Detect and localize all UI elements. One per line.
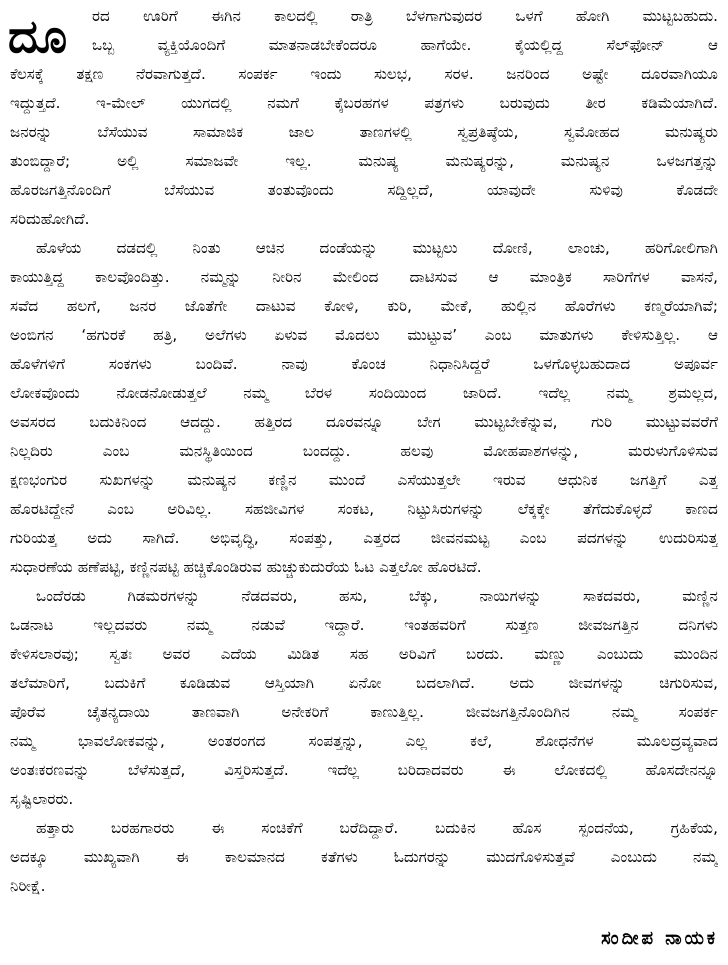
paragraph-line: ಅಂತಃಕರಣವನ್ನು ಬೆಳೆಸುತ್ತದೆ, ವಿಸ್ತರಿಸುತ್ತದೆ. ಇದೆಲ್ಲ ಬರಿದಾದವರು ಈ ಲೋಕದಲ್ಲಿ ಹೊಸದೇನನ್ನೂ xyxy=(10,761,718,779)
paragraph-line: ಅದಕ್ಕೂ ಮುಖ್ಯವಾಗಿ ಈ ಕಾಲಮಾನದ ಕತೆಗಳು ಓದುಗರನ್ನು ಮುದಗೊಳಿಸುತ್ತವೆ ಎಂಬುದು ನಮ್ಮ xyxy=(10,848,718,866)
paragraph-line: ಹೊಳೆಗಳಿಗೆ ಸಂಕಗಳು ಬಂದಿವೆ. ನಾವು ಕೊಂಚ ನಿಧಾನಿಸಿದ್ದರೆ ಒಳಗೊಳ್ಳಬಹುದಾದ ಅಪೂರ್ವ xyxy=(10,355,718,373)
paragraph-line: ಹತ್ತಾರು ಬರಹಗಾರರು ಈ ಸಂಚಿಕೆಗೆ ಬರೆದಿದ್ದಾರೆ. ಬದುಕಿನ ಹೊಸ ಸ್ಪಂದನೆಯ, ಗ್ರಹಿಕೆಯ, xyxy=(36,819,718,837)
paragraph-line: ಕಾಯುತ್ತಿದ್ದ ಕಾಲವೊಂದಿತ್ತು. ನಮ್ಮನ್ನು ನೀರಿನ ಮೇಲಿಂದ ದಾಟಿಸುವ ಆ ಮಾಂತ್ರಿಕ ಸಾರಿಗೆಗಳ ವಾಸನೆ, xyxy=(10,268,718,286)
paragraph-line: ನಿರೀಕ್ಷೆ. xyxy=(10,877,46,895)
paragraph-line: ಹೊರಜಗತ್ತಿನೊಂದಿಗೆ ಬೆಸೆಯುವ ತಂತುವೊಂದು ಸದ್ದಿಲ್ಲದೆ, ಯಾವುದೇ ಸುಳಿವು ಕೊಡದೇ xyxy=(10,181,718,199)
paragraph-line: ಅಂಬಿಗನ ‘ಹಗುರಕೆ ಹತ್ರಿ, ಅಲೆಗಳು ಏಳುವ ಮೊದಲು ಮುಟ್ಟುವ’ ಎಂಬ ಮಾತುಗಳು ಕೇಳಿಸುತ್ತಿಲ್ಲ. ಆ xyxy=(10,326,718,344)
paragraph-line: ಸವೆದ ಹಲಗೆ, ಜನರ ಜೊತೆಗೇ ದಾಟುವ ಕೋಳಿ, ಕುರಿ, ಮೇಕೆ, ಹುಲ್ಲಿನ ಹೊರೆಗಳು ಕಣ್ಮರೆಯಾಗಿವೆ; xyxy=(10,297,718,315)
paragraph-line: ಒಬ್ಬ ವ್ಯಕ್ತಿಯೊಂದಿಗೆ ಮಾತನಾಡಬೇಕೆಂದರೂ ಹಾಗೆಯೇ. ಕೈಯಲ್ಲಿದ್ದ ಸೆಲ್‌ಫೋನ್ ಆ xyxy=(92,36,718,54)
paragraph-line: ಒಡನಾಟ ಇಲ್ಲದವರು ನಮ್ಮ ನಡುವೆ ಇದ್ದಾರೆ. ಇಂತಹವರಿಗೆ ಸುತ್ತಣ ಜೀವಜಗತ್ತಿನ ದನಿಗಳು xyxy=(10,616,718,634)
paragraph-line: ನಿಲ್ಲದಿರು ಎಂಬ ಮನಸ್ಥಿತಿಯಿಂದ ಬಂದದ್ದು. ಹಲವು ಮೋಹಪಾಶಗಳನ್ನು, ಮರುಳುಗೊಳಿಸುವ xyxy=(10,442,718,460)
paragraph-line: ಕ್ಷಣಭಂಗುರ ಸುಖಗಳನ್ನು ಮನುಷ್ಯನ ಕಣ್ಣಿನ ಮುಂದೆ ಎಸೆಯುತ್ತಲೇ ಇರುವ ಆಧುನಿಕ ಜಗತ್ತಿಗೆ ಎತ್ತ xyxy=(10,471,718,489)
paragraph-line: ಕೆಲಸಕ್ಕೆ ತಕ್ಷಣ ನೆರವಾಗುತ್ತದೆ. ಸಂಪರ್ಕ ಇಂದು ಸುಲಭ, ಸರಳ. ಜನರಿಂದ ಅಷ್ಟೇ ದೂರವಾಗಿಯೂ xyxy=(10,65,718,83)
paragraph-line: ಸುಧಾರಣೆಯ ಹಣೆಪಟ್ಟಿ, ಕಣ್ಣಿನಪಟ್ಟಿ ಹಚ್ಚಿಕೊಂಡಿರುವ ಹುಚ್ಚುಕುದುರೆಯ ಓಟ ಎತ್ತಲೋ ಹೊರಟಿದೆ. xyxy=(10,558,482,576)
paragraph-line: ಜನರನ್ನು ಬೆಸೆಯುವ ಸಾಮಾಜಿಕ ಜಾಲ ತಾಣಗಳಲ್ಲಿ ಸ್ವಪ್ರತಿಷ್ಠೆಯ, ಸ್ವಮೋಹದ ಮನುಷ್ಯರು xyxy=(10,123,718,141)
paragraph-line: ಒಂದೆರಡು ಗಿಡಮರಗಳನ್ನು ನೆಡದವರು, ಹಸು, ಬೆಕ್ಕು, ನಾಯಿಗಳನ್ನು ಸಾಕದವರು, ಮಣ್ಣಿನ xyxy=(36,587,718,605)
paragraph-line: ಹೊರಟಿದ್ದೇನೆ ಎಂಬ ಅರಿವಿಲ್ಲ. ಸಹಜೀವಿಗಳ ಸಂಕಟ, ನಿಟ್ಟುಸಿರುಗಳನ್ನು ಲೆಕ್ಕಕ್ಕೇ ತೆಗೆದುಕೊಳ್ಳದೆ ಕಾಣದ xyxy=(10,500,718,518)
paragraph-line: ಅವಸರದ ಬದುಕಿನಿಂದ ಆದದ್ದು. ಹತ್ತಿರದ ದೂರವನ್ನೂ ಬೇಗ ಮುಟ್ಟಬೇಕೆನ್ನುವ, ಗುರಿ ಮುಟ್ಟುವವರೆಗೆ xyxy=(10,413,718,431)
paragraph-line: ಪೊರೆವ ಚೈತನ್ಯದಾಯಿ ತಾಣವಾಗಿ ಅನೇಕರಿಗೆ ಕಾಣುತ್ತಿಲ್ಲ. ಜೀವಜಗತ್ತಿನೊಂದಿಗಿನ ನಮ್ಮ ಸಂಪರ್ಕ xyxy=(10,703,718,721)
drop-cap: ದೂ xyxy=(8,9,68,63)
paragraph-line: ಗುರಿಯತ್ತ ಅದು ಸಾಗಿದೆ. ಅಭಿವೃದ್ಧಿ, ಸಂಪತ್ತು, ಎತ್ತರದ ಜೀವನಮಟ್ಟ ಎಂಬ ಪದಗಳನ್ನು ಉದುರಿಸುತ್ತ xyxy=(10,529,718,547)
paragraph-line: ಸೃಷ್ಟಿಲಾರರು. xyxy=(10,790,74,808)
paragraph-line: ಕೇಳಿಸಲಾರವು; ಸ್ವತಃ ಅವರ ಎದೆಯ ಮಿಡಿತ ಸಹ ಅರಿವಿಗೆ ಬರದು. ಮಣ್ಣು ಎಂಬುದು ಮುಂದಿನ xyxy=(10,645,718,663)
paragraph-line: ಹೊಳೆಯ ದಡದಲ್ಲಿ ನಿಂತು ಆಚಿನ ದಂಡೆಯನ್ನು ಮುಟ್ಟಲು ದೋಣಿ, ಲಾಂಚು, ಹರಿಗೋಲಿಗಾಗಿ xyxy=(36,239,718,257)
author-signature: ಸಂದೀಪ ನಾಯಕ xyxy=(601,928,718,949)
paragraph-line: ಸರಿದುಹೋಗಿದೆ. xyxy=(10,210,90,228)
paragraph-line: ಇದ್ದುತ್ತದೆ. ಇ-ಮೇಲ್ ಯುಗದಲ್ಲಿ ನಮಗೆ ಕೈಬರಹಗಳ ಪತ್ರಗಳು ಬರುವುದು ತೀರ ಕಡಿಮೆಯಾಗಿದೆ. xyxy=(10,94,718,112)
paragraph-line: ತಲೆಮಾರಿಗೆ, ಬದುಕಿಗೆ ಕೂಡಿಡುವ ಆಸ್ತಿಯಾಗಿ ಏನೋ ಬದಲಾಗಿದೆ. ಅದು ಜೀವಗಳನ್ನು ಚಿಗುರಿಸುವ, xyxy=(10,674,718,692)
paragraph-line: ನಮ್ಮ ಭಾವಲೋಕವನ್ನು, ಅಂತರಂಗದ ಸಂಪತ್ತನ್ನು, ಎಲ್ಲ ಕಲೆ, ಶೋಧನೆಗಳ ಮೂಲದ್ರವ್ಯವಾದ xyxy=(10,732,718,750)
paragraph-line: ಲೋಕವೊಂದು ನೋಡನೋಡುತ್ತಲೆ ನಮ್ಮ ಬೆರಳ ಸಂದಿಯಿಂದ ಜಾರಿದೆ. ಇದೆಲ್ಲ ನಮ್ಮ ಶ್ರಮಲ್ಲದ, xyxy=(10,384,718,402)
paragraph-line: ತುಂಬಿದ್ದಾರೆ; ಅಲ್ಲಿ ಸಮಾಜವೇ ಇಲ್ಲ. ಮನುಷ್ಯ ಮನುಷ್ಯರನ್ನು, ಮನುಷ್ಯನ ಒಳಜಗತ್ತನ್ನು xyxy=(10,152,718,170)
paragraph-line: ರದ ಊರಿಗೆ ಈಗಿನ ಕಾಲದಲ್ಲಿ ರಾತ್ರಿ ಬೆಳಗಾಗುವುದರ ಒಳಗೆ ಹೋಗಿ ಮುಟ್ಟಬಹುದು. xyxy=(92,7,718,25)
